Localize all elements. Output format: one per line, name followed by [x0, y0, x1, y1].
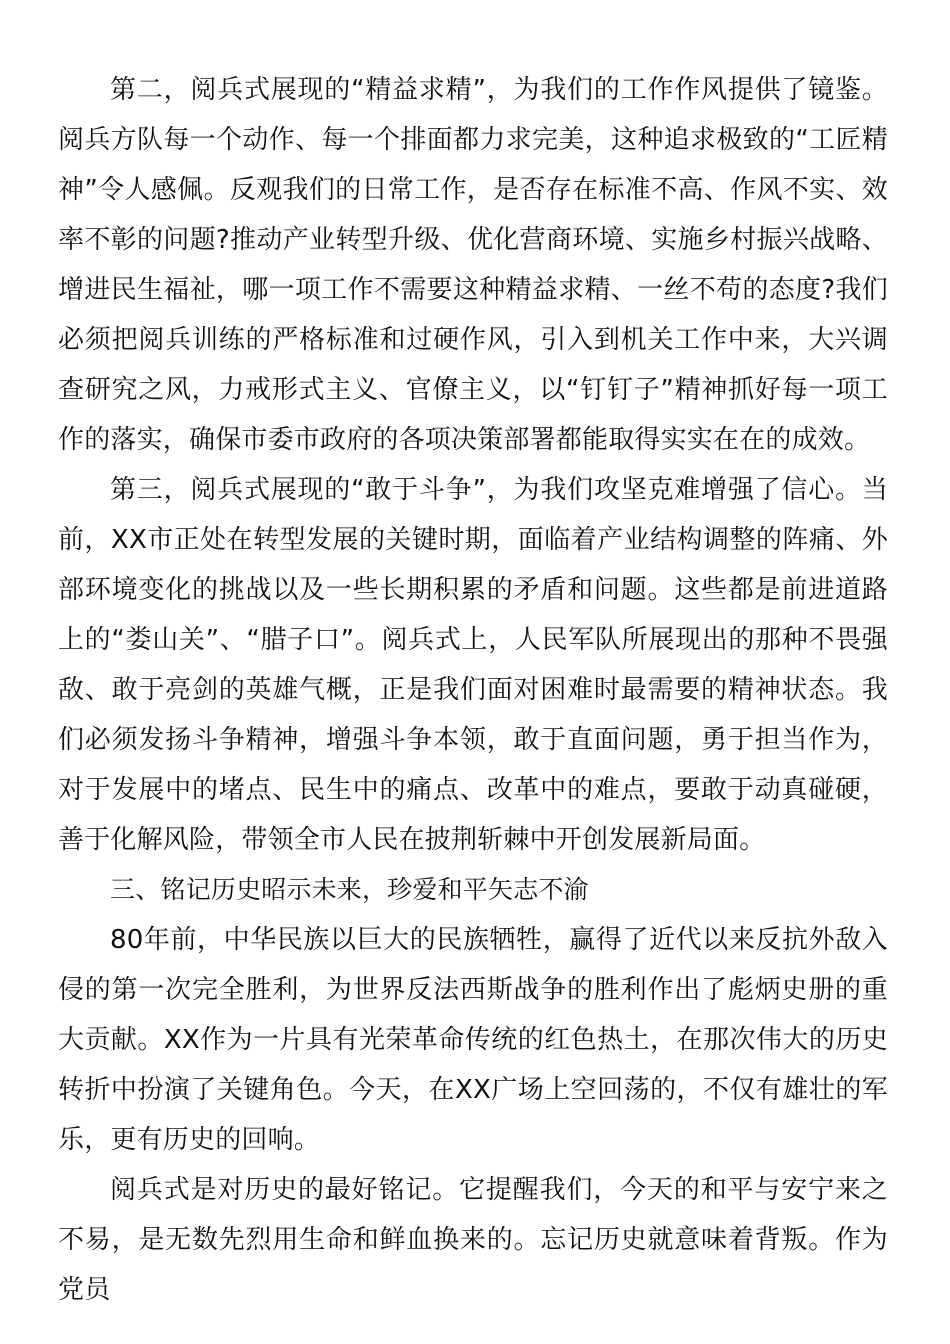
section-heading: 三、铭记历史昭示未来，珍爱和平矢志不渝: [110, 875, 589, 904]
paragraph-remembrance: 阅兵式是对历史的最好铭记。它提醒我们，今天的和平与安宁来之不易，是无数先烈用生命和鲜血换来的。忘记历史就意味着背叛。作为党员: [58, 1175, 888, 1305]
paragraph-history: 80年前，中华民族以巨大的民族牺牲，赢得了近代以来反抗外敌入侵的第一次完全胜利，为世界反法西斯战争的胜利作出了彪炳史册的重大贡献。XX作为一片具有光荣革命传统的红色热土，在那次伟大的历史转折中扮演了关键角色。今天，在XX广场上空回荡的，不仅有雄壮的军乐，更有历史的回响。: [58, 925, 888, 1155]
paragraph-third-point: 第三，阅兵式展现的“敢于斗争”，为我们攻坚克难增强了信心。当前，XX市正处在转型发展的关键时期，面临着产业结构调整的阵痛、外部环境变化的挑战以及一些长期积累的矛盾和问题。这些都是前进道路上的“娄山关”、“腊子口”。阅兵式上，人民军队所展现出的那种不畏强敌、敢于亮剑的英雄气概，正是我们面对困难时最需要的精神状态。我们必须发扬斗争精神，增强斗争本领，敢于直面问题，勇于担当作为，对于发展中的堵点、民生中的痛点、改革中的难点，要敢于动真碰硬，善于化解风险，带领全市人民在披荆斩棘中开创发展新局面。: [58, 475, 888, 855]
paragraph-second-point: 第二，阅兵式展现的“精益求精”，为我们的工作作风提供了镜鉴。阅兵方队每一个动作、每一个排面都力求完美，这种追求极致的“工匠精神”令人感佩。反观我们的日常工作，是否存在标准不高、作风不实、效率不彰的问题?推动产业转型升级、优化营商环境、实施乡村振兴战略、增进民生福祉，哪一项工作不需要这种精益求精、一丝不苟的态度?我们必须把阅兵训练的严格标准和过硬作风，引入到机关工作中来，大兴调查研究之风，力戒形式主义、官僚主义，以“钉钉子”精神抓好每一项工作的落实，确保市委市政府的各项决策部署都能取得实实在在的成效。: [58, 75, 888, 455]
document-body: [58, 65, 888, 1315]
